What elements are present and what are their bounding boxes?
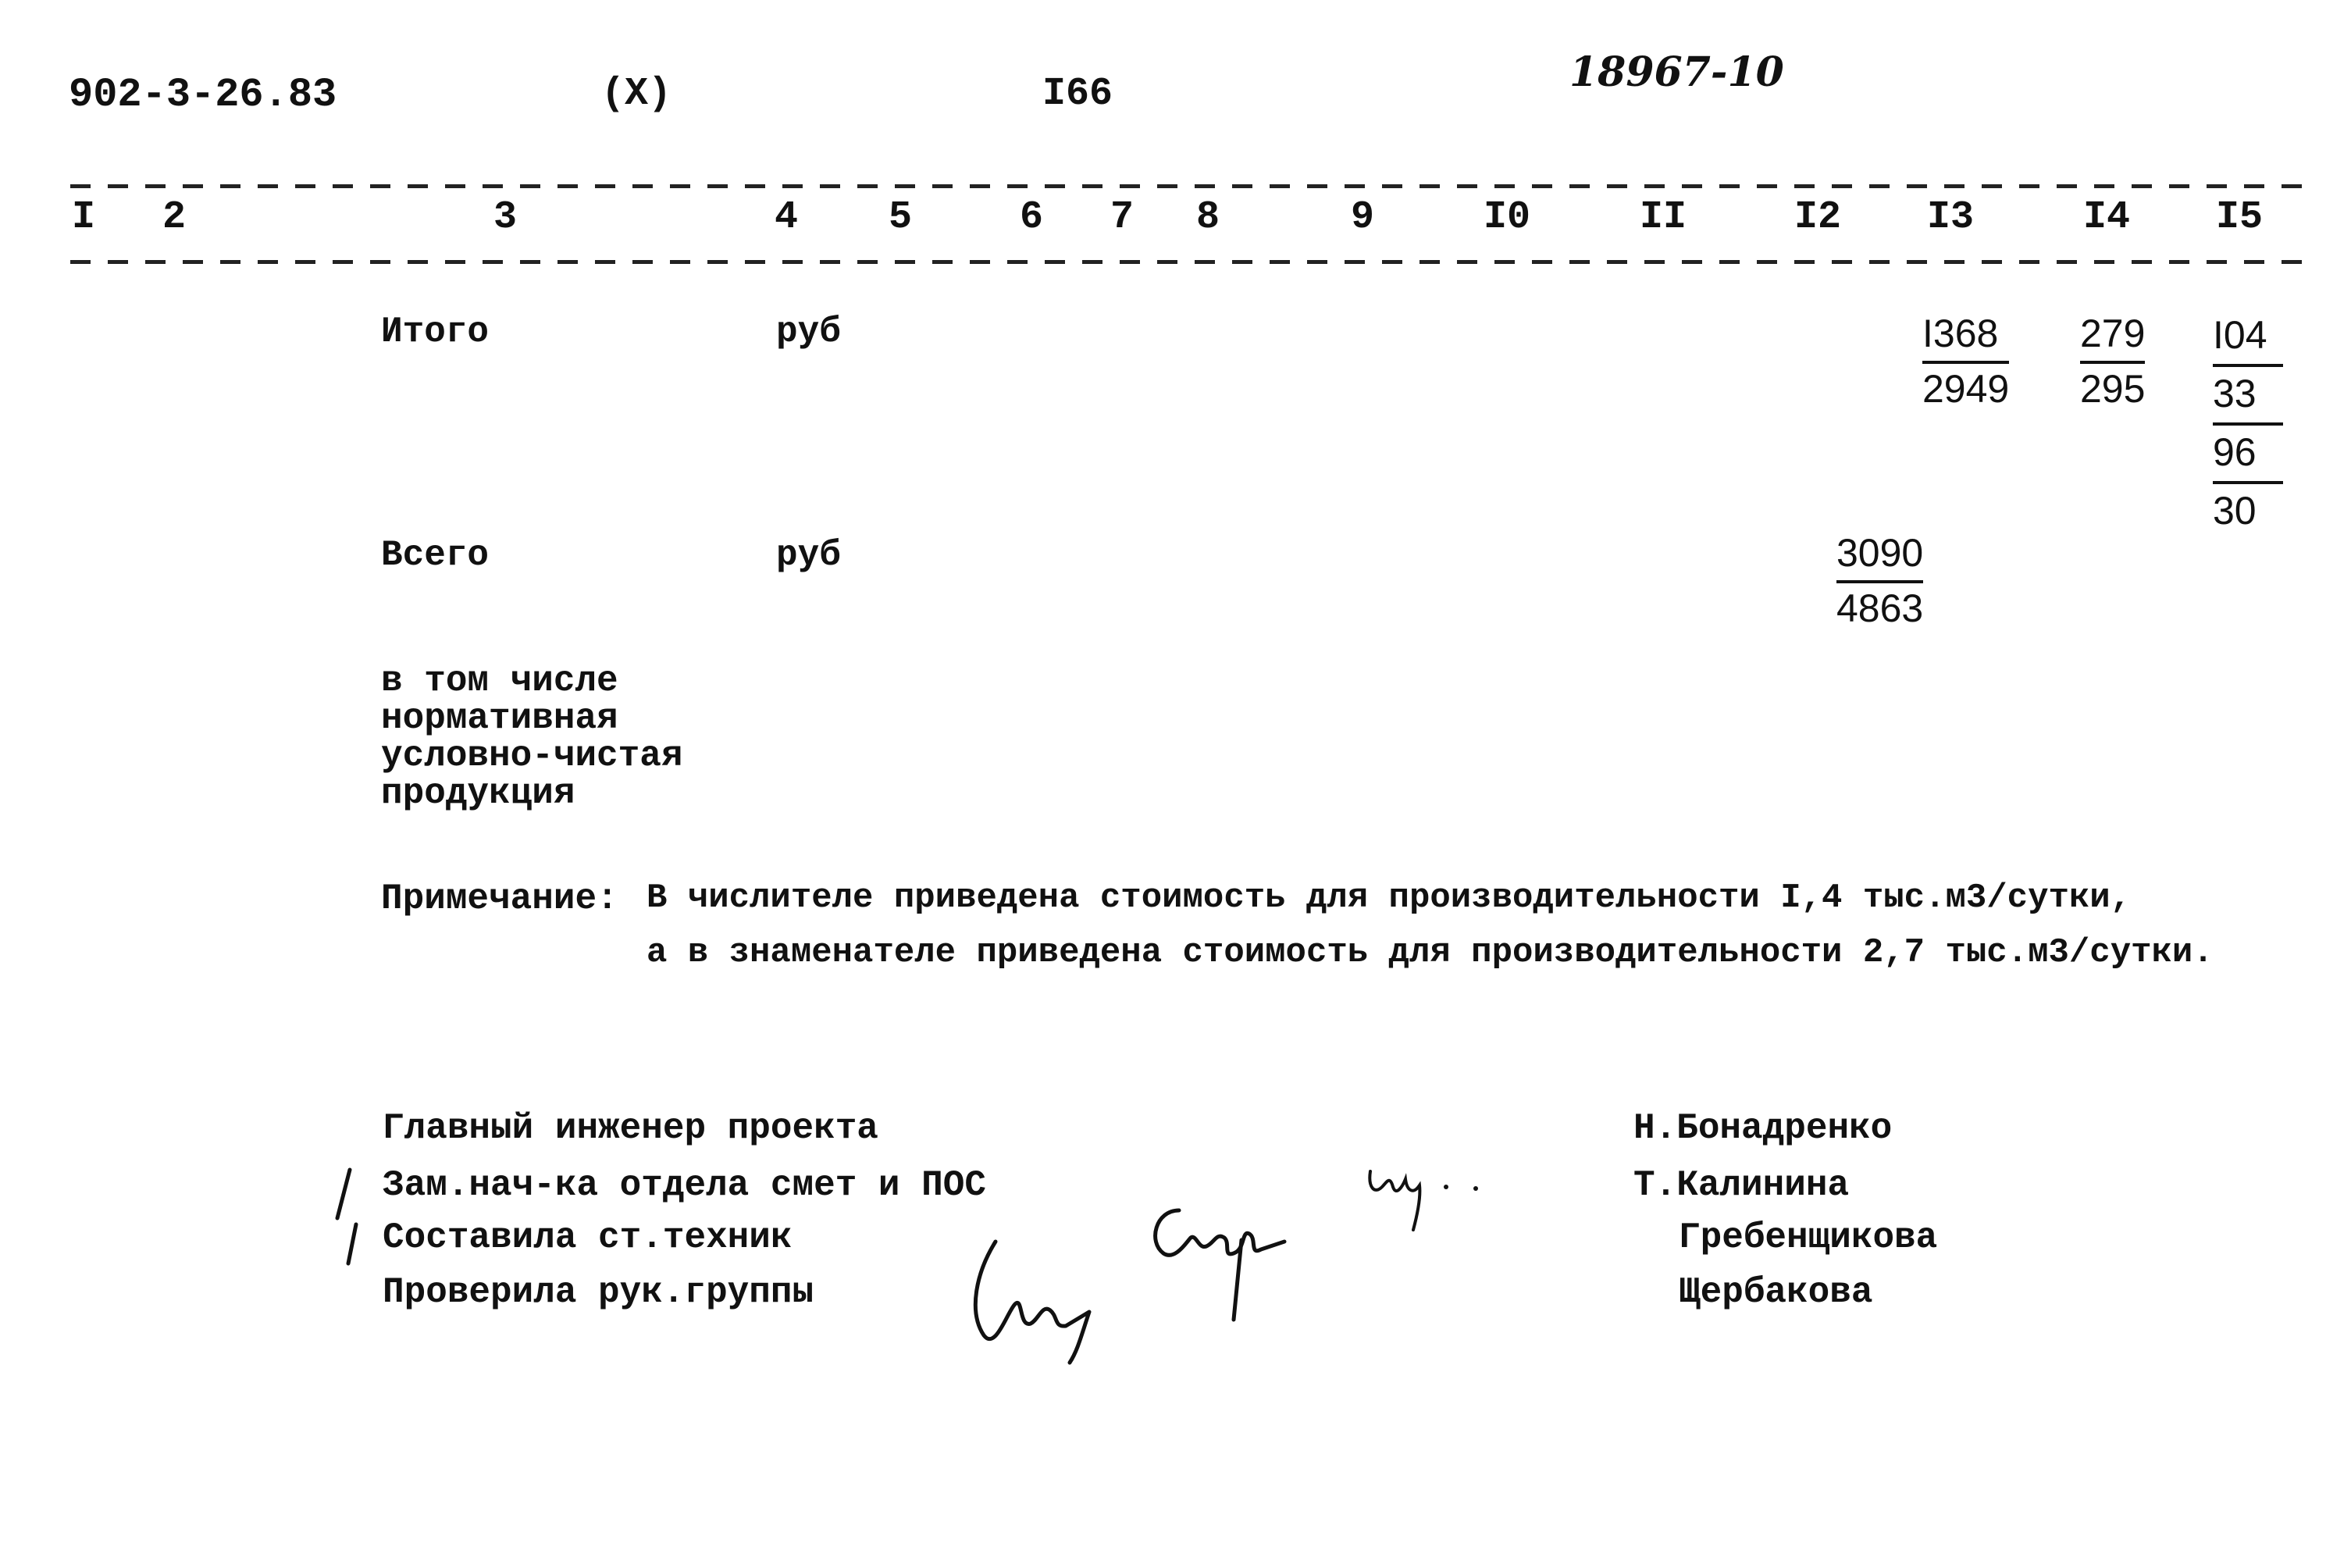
signatory-name: Гребенщикова: [1679, 1217, 1938, 1258]
signatory-role: Проверила рук.группы: [383, 1272, 814, 1313]
column-header: 7: [1110, 195, 1135, 240]
itogo-col15-line3: 96: [2213, 426, 2283, 484]
itogo-col15: [2213, 308, 2283, 538]
vsego-unit: руб: [776, 535, 841, 576]
margin-tick-marks: [320, 1164, 367, 1281]
page-number: I66: [1042, 72, 1113, 116]
itogo-col15-line1: I04: [2213, 308, 2283, 367]
signatory-name: Т.Калинина: [1633, 1165, 1850, 1206]
itogo-col13-numerator: I368: [1922, 308, 2009, 364]
column-header: 3: [493, 195, 518, 240]
column-header: I3: [1927, 195, 1975, 240]
itogo-col14-numerator: 279: [2080, 308, 2145, 364]
itogo-col14-denominator: 295: [2080, 367, 2146, 411]
column-header: I4: [2083, 195, 2131, 240]
signatory-role: Главный инженер проекта: [383, 1108, 878, 1149]
vsego-col12-denominator: 4863: [1836, 586, 1924, 630]
including-line: в том числе: [381, 661, 618, 701]
column-header: 4: [775, 195, 799, 240]
column-header: 9: [1351, 195, 1375, 240]
including-block: [381, 662, 682, 812]
column-header: II: [1640, 195, 1687, 240]
vsego-col12-numerator: 3090: [1836, 528, 1923, 583]
signatory-name: Н.Бонадренко: [1633, 1108, 1893, 1149]
signature-scribble: [953, 1218, 1109, 1367]
document-code: 902-3-26.83: [69, 72, 337, 118]
marker: (X): [601, 72, 672, 116]
column-header: I2: [1794, 195, 1842, 240]
signatory-name: Щербакова: [1679, 1272, 1873, 1313]
signature-scribble: [1359, 1156, 1515, 1242]
column-header: I: [72, 195, 96, 240]
column-header: 2: [162, 195, 187, 240]
itogo-col15-line4: 30: [2213, 489, 2257, 533]
bottom-dashed-rule: [70, 260, 2319, 264]
vsego-label: Всего: [381, 535, 490, 576]
archive-number: 18967-10: [1569, 48, 1784, 96]
column-header: I5: [2216, 195, 2264, 240]
note-label: Примечание:: [381, 878, 618, 919]
column-header: I0: [1484, 195, 1531, 240]
top-dashed-rule: [70, 184, 2319, 188]
vsego-col12: [1836, 528, 1923, 634]
note-line-1: В числителе приведена стоимость для производительности I,4 тыс.м3/сутки,: [647, 878, 2132, 918]
including-line: продукция: [381, 773, 575, 814]
signature-scribble: [1124, 1195, 1296, 1327]
column-header: 6: [1020, 195, 1044, 240]
itogo-col14: [2080, 308, 2145, 415]
itogo-col15-line2: 33: [2213, 367, 2283, 426]
itogo-unit: руб: [776, 312, 841, 352]
including-line: нормативная: [381, 698, 618, 739]
signatory-role: Зам.нач-ка отдела смет и ПОС: [383, 1165, 986, 1206]
including-line: условно-чистая: [381, 736, 683, 776]
note-line-2: а в знаменателе приведена стоимость для производительности 2,7 тыс.м3/сутки.: [647, 933, 2214, 972]
signatory-role: Составила ст.техник: [383, 1217, 793, 1258]
column-header: 8: [1196, 195, 1220, 240]
column-header: 5: [889, 195, 913, 240]
itogo-col13: [1922, 308, 2009, 415]
itogo-col13-denominator: 2949: [1922, 367, 2010, 411]
itogo-label: Итого: [381, 312, 490, 352]
